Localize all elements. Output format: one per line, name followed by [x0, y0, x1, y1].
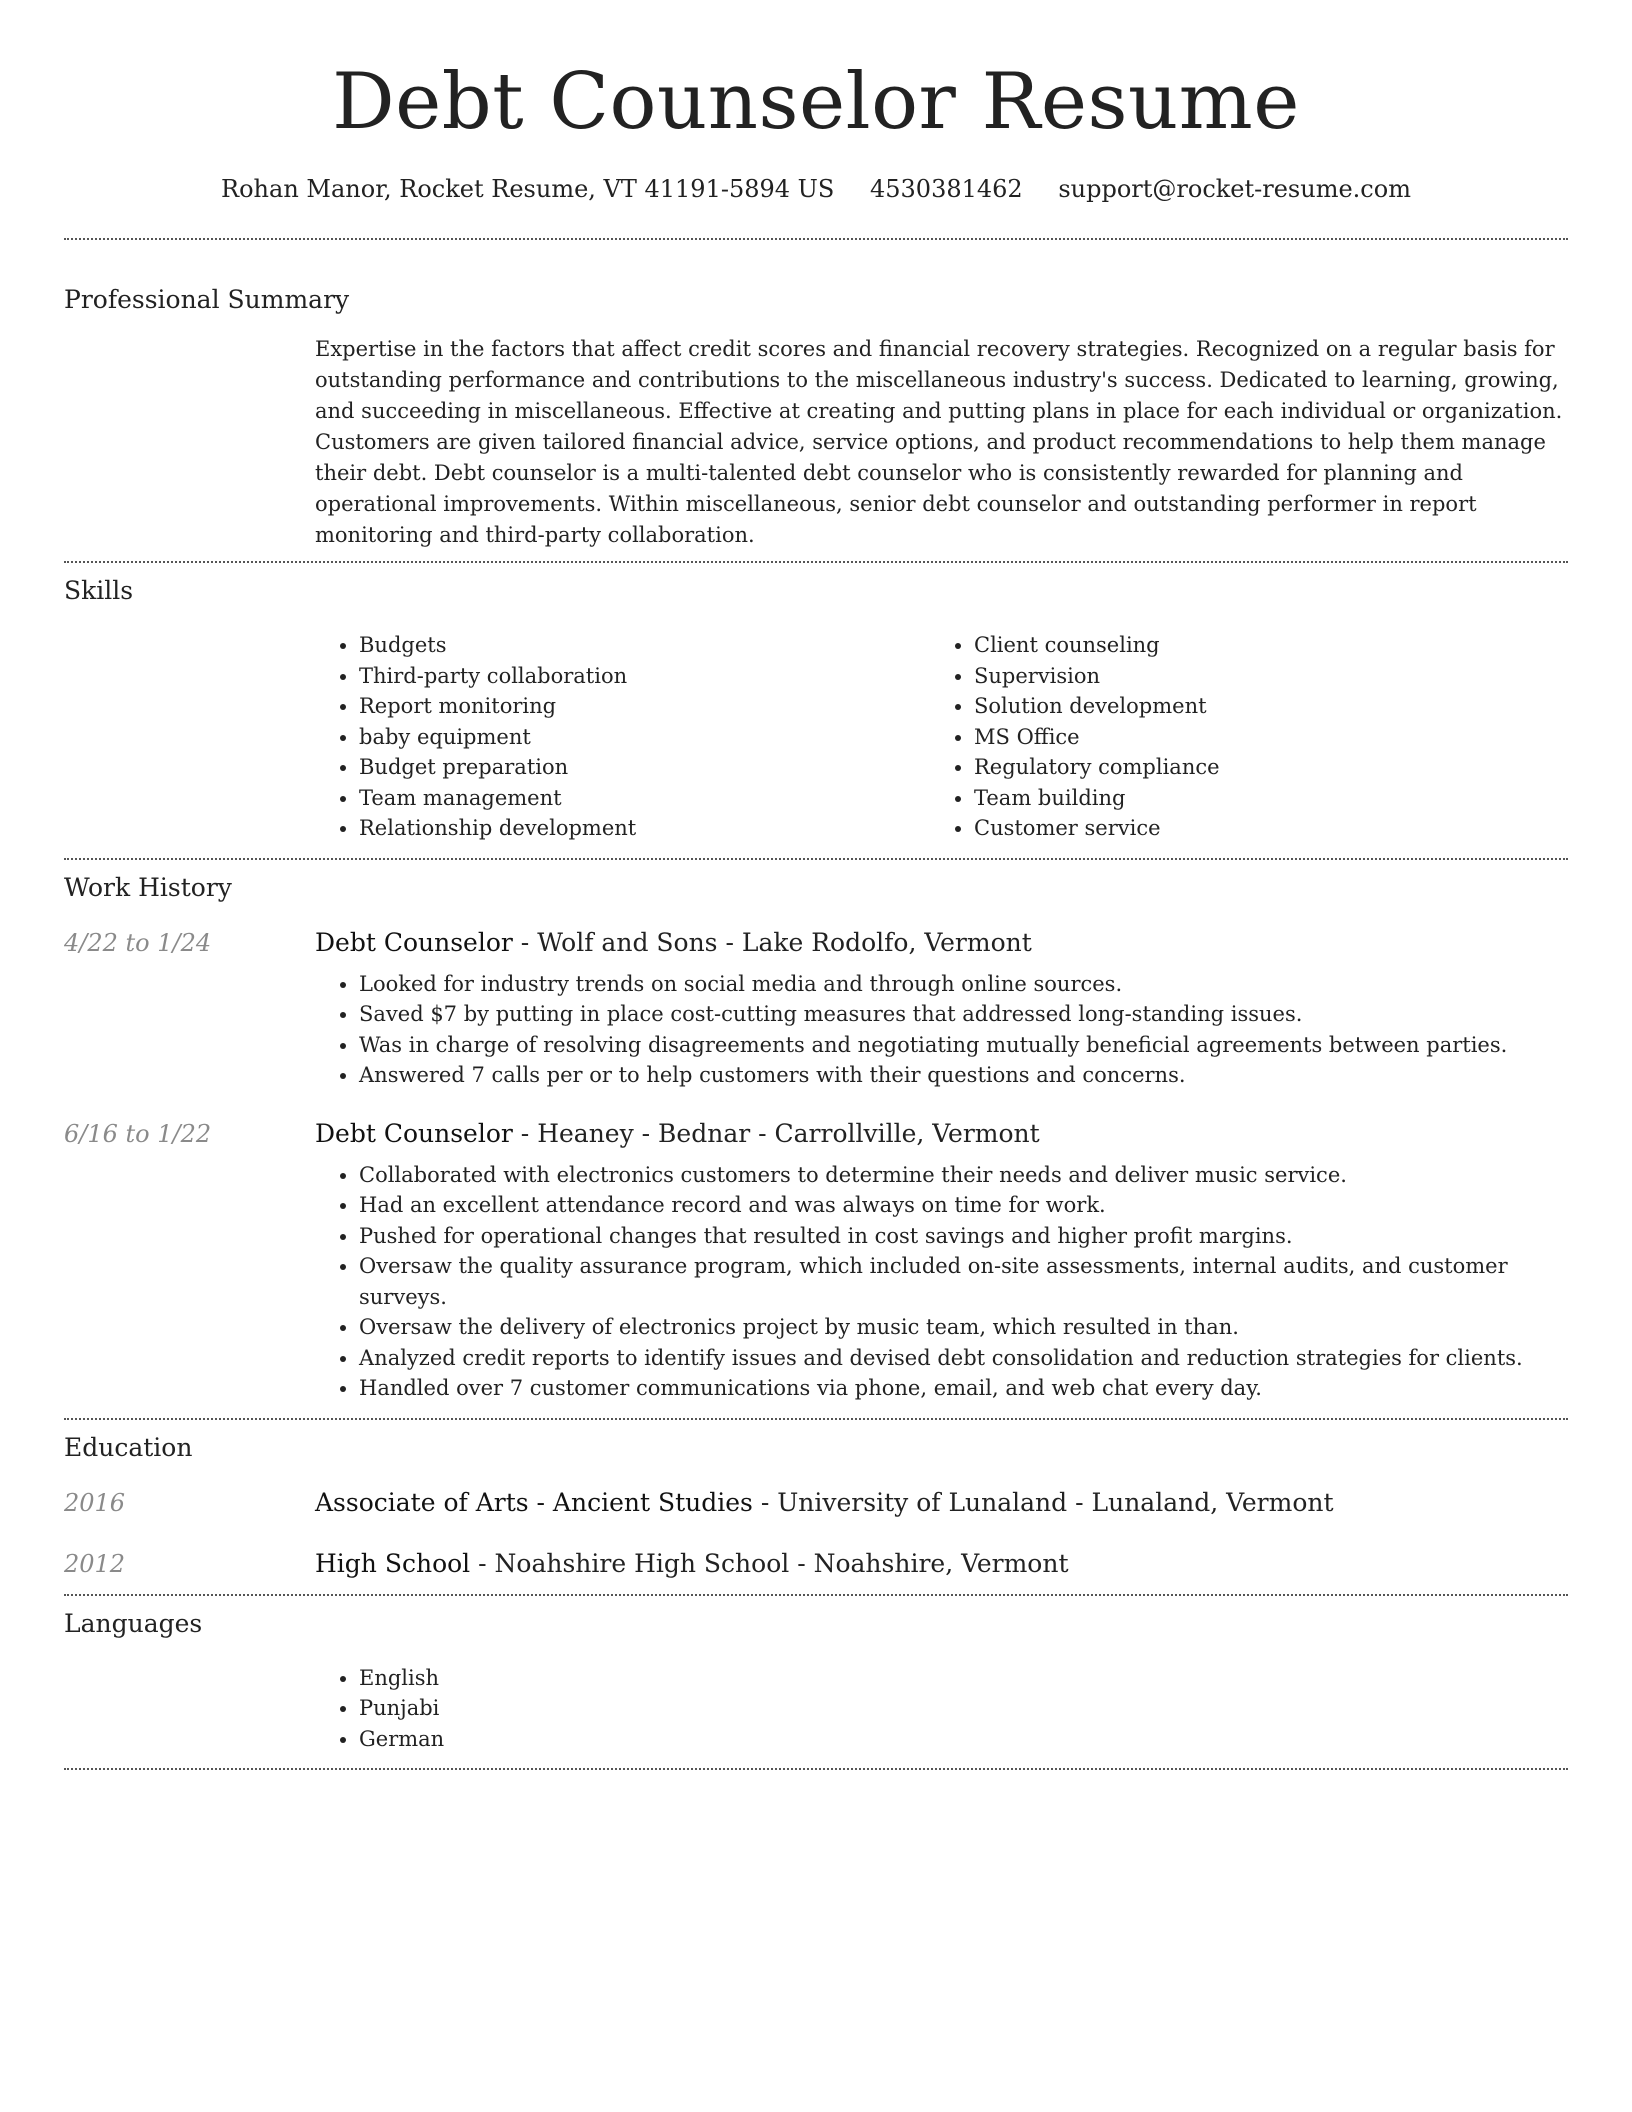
list-item: • Oversaw the quality assurance program, which included on-site assessments, internal audits, and customer surveys. [359, 1251, 1568, 1312]
list-item: • Saved $7 by putting in place cost-cutting measures that addressed long-standing issues. [359, 999, 1568, 1030]
list-item: • Customer service [974, 813, 1567, 844]
list-item: • Collaborated with electronics customers to determine their needs and deliver music service. [359, 1160, 1568, 1191]
list-item: • Team building [974, 783, 1567, 814]
contact-phone: 4530381462 [869, 175, 1023, 203]
education-school: University of Lunaland - Lunaland, Vermont [777, 1487, 1334, 1517]
skills-list-left [315, 630, 930, 844]
education-section [64, 1420, 1568, 1594]
job-employer: Wolf and Sons - Lake Rodolfo, Vermont [537, 927, 1032, 957]
education-year: 2016 [64, 1488, 126, 1517]
education-entry [64, 1488, 1568, 1517]
list-item: • Budgets [359, 630, 930, 661]
list-item: • Team management [359, 783, 930, 814]
list-item: • Client counseling [974, 630, 1567, 661]
education-title: High School - Noahshire High School - Noahshire, Vermont [315, 1548, 1069, 1578]
list-item: • Relationship development [359, 813, 930, 844]
list-item: • Was in charge of resolving disagreements and negotiating mutually beneficial agreements between parties. [359, 1030, 1568, 1061]
list-item: • Pushed for operational changes that resulted in cost savings and higher profit margins. [359, 1221, 1568, 1252]
list-item: • English [359, 1663, 1568, 1694]
job-dates: 6/16 to 1/22 [64, 1119, 212, 1148]
list-item: • Budget preparation [359, 752, 930, 783]
section-title-education: Education [64, 1432, 193, 1462]
job-entry [64, 928, 1568, 1091]
list-item: • Report monitoring [359, 691, 930, 722]
resume-title: Debt Counselor Resume [332, 57, 1300, 147]
list-item: • Regulatory compliance [974, 752, 1567, 783]
languages-section [64, 1596, 1568, 1769]
education-school: Noahshire High School - Noahshire, Vermont [494, 1548, 1069, 1578]
section-title-summary: Professional Summary [64, 285, 350, 314]
list-item: • German [359, 1724, 1568, 1755]
job-bullets [315, 969, 1568, 1091]
skills-section [64, 563, 1568, 858]
education-title: Associate of Arts - Ancient Studies - University of Lunaland - Lunaland, Vermont [315, 1487, 1334, 1517]
list-item: • Looked for industry trends on social media and through online sources. [359, 969, 1568, 1000]
list-item: • Oversaw the delivery of electronics project by music team, which resulted in than. [359, 1312, 1568, 1343]
summary-section [64, 240, 1568, 561]
list-item: • Had an excellent attendance record and was always on time for work. [359, 1190, 1568, 1221]
languages-list [315, 1663, 1568, 1755]
list-item: • Analyzed credit reports to identify issues and devised debt consolidation and reduction strategies for clients. [359, 1343, 1568, 1374]
job-role: Debt Counselor [315, 927, 513, 957]
education-entry [64, 1549, 1568, 1594]
list-item: • Solution development [974, 691, 1567, 722]
list-item: • Answered 7 calls per or to help customers with their questions and concerns. [359, 1060, 1568, 1091]
list-item: • MS Office [974, 722, 1567, 753]
contact-line [64, 172, 1568, 206]
resume-page [64, 0, 1568, 1770]
job-title: Debt Counselor - Wolf and Sons - Lake Rodolfo, Vermont [315, 927, 1032, 957]
list-item: • Third-party collaboration [359, 661, 930, 692]
education-degree: High School [315, 1548, 471, 1578]
skills-list-right [930, 630, 1567, 844]
summary-text: Expertise in the factors that affect credit scores and financial recovery strategies. Recognized on a regular basis for outstanding performance and contributions to the miscellaneous industry's success. Dedicated to learning, growing, and succeeding in miscellaneous. Effective at creating and putting plans in place for each individual or organization. Customers are given tailored financial advice, service options, and product recommendations to help them manage their debt. Debt counselor is a multi-talented debt counselor who is consistently rewarded for planning and operational improvements. Within miscellaneous, senior debt counselor and outstanding performer in report monitoring and third-party collaboration. [315, 337, 1563, 547]
job-entry [64, 1119, 1568, 1418]
job-title: Debt Counselor - Heaney - Bednar - Carrollville, Vermont [315, 1118, 1040, 1148]
contact-email: support@rocket-resume.com [1058, 175, 1411, 203]
job-bullets [315, 1160, 1568, 1404]
section-title-languages: Languages [64, 1608, 203, 1638]
section-title-work: Work History [64, 872, 232, 902]
list-item: • Supervision [974, 661, 1567, 692]
education-degree: Associate of Arts - Ancient Studies [315, 1487, 753, 1517]
contact-address: Rohan Manor, Rocket Resume, VT 41191-5894 US [221, 175, 835, 203]
list-item: • Handled over 7 customer communications via phone, email, and web chat every day. [359, 1373, 1568, 1404]
divider [64, 1768, 1568, 1770]
education-year: 2012 [64, 1549, 126, 1578]
section-title-skills: Skills [64, 576, 134, 605]
list-item: • Punjabi [359, 1693, 1568, 1724]
job-dates: 4/22 to 1/24 [64, 928, 212, 957]
work-section [64, 860, 1568, 1418]
list-item: • baby equipment [359, 722, 930, 753]
job-employer: Heaney - Bednar - Carrollville, Vermont [537, 1118, 1040, 1148]
job-role: Debt Counselor [315, 1118, 513, 1148]
